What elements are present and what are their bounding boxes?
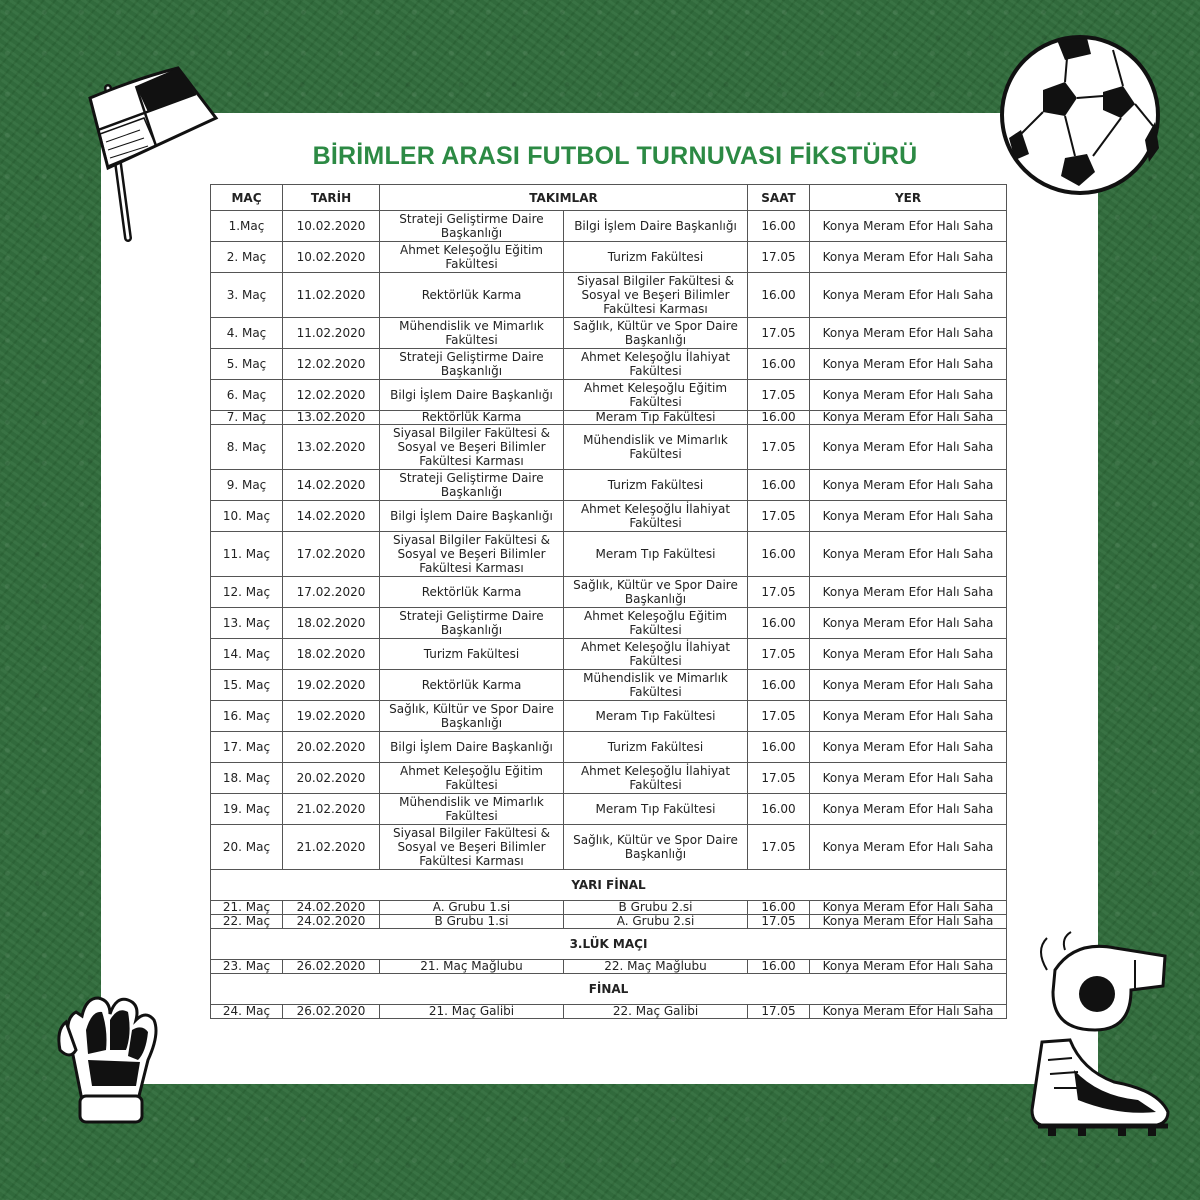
table-row (211, 501, 1007, 532)
team-home-cell: Mühendislik ve Mimarlık Fakültesi (380, 318, 564, 349)
match-number-cell: 16. Maç (211, 701, 283, 732)
team-home-cell: Bilgi İşlem Daire Başkanlığı (380, 501, 564, 532)
time-cell: 16.00 (748, 901, 810, 915)
venue-cell: Konya Meram Efor Halı Saha (810, 1005, 1007, 1019)
venue-cell: Konya Meram Efor Halı Saha (810, 825, 1007, 870)
team-away-cell: 22. Maç Galibi (564, 1005, 748, 1019)
time-cell: 16.00 (748, 349, 810, 380)
team-home-cell: 21. Maç Mağlubu (380, 960, 564, 974)
table-row (211, 701, 1007, 732)
team-home-cell: Bilgi İşlem Daire Başkanlığı (380, 380, 564, 411)
match-number-cell: 1.Maç (211, 211, 283, 242)
venue-cell: Konya Meram Efor Halı Saha (810, 670, 1007, 701)
time-cell: 17.05 (748, 915, 810, 929)
match-number-cell: 9. Maç (211, 470, 283, 501)
venue-cell: Konya Meram Efor Halı Saha (810, 701, 1007, 732)
football-boot-icon (1018, 1030, 1178, 1140)
whistle-icon (1035, 930, 1175, 1040)
venue-cell: Konya Meram Efor Halı Saha (810, 608, 1007, 639)
match-number-cell: 12. Maç (211, 577, 283, 608)
time-cell: 16.00 (748, 670, 810, 701)
date-cell: 10.02.2020 (283, 242, 380, 273)
team-away-cell: 22. Maç Mağlubu (564, 960, 748, 974)
match-number-cell: 21. Maç (211, 901, 283, 915)
match-number-cell: 3. Maç (211, 273, 283, 318)
fixture-table (210, 184, 1007, 1019)
goalkeeper-glove-icon (52, 990, 172, 1130)
date-cell: 11.02.2020 (283, 273, 380, 318)
team-home-cell: Siyasal Bilgiler Fakültesi & Sosyal ve Beşeri Bilimler Fakültesi Karması (380, 825, 564, 870)
time-cell: 17.05 (748, 701, 810, 732)
date-cell: 19.02.2020 (283, 701, 380, 732)
match-number-cell: 8. Maç (211, 425, 283, 470)
match-number-cell: 11. Maç (211, 532, 283, 577)
team-away-cell: Ahmet Keleşoğlu İlahiyat Fakültesi (564, 639, 748, 670)
venue-cell: Konya Meram Efor Halı Saha (810, 915, 1007, 929)
venue-cell: Konya Meram Efor Halı Saha (810, 411, 1007, 425)
team-home-cell: Siyasal Bilgiler Fakültesi & Sosyal ve Beşeri Bilimler Fakültesi Karması (380, 532, 564, 577)
venue-cell: Konya Meram Efor Halı Saha (810, 577, 1007, 608)
team-away-cell: Ahmet Keleşoğlu İlahiyat Fakültesi (564, 501, 748, 532)
match-number-cell: 7. Maç (211, 411, 283, 425)
time-cell: 17.05 (748, 639, 810, 670)
match-number-cell: 22. Maç (211, 915, 283, 929)
time-cell: 16.00 (748, 411, 810, 425)
date-cell: 19.02.2020 (283, 670, 380, 701)
team-away-cell: Meram Tıp Fakültesi (564, 411, 748, 425)
date-cell: 11.02.2020 (283, 318, 380, 349)
date-cell: 24.02.2020 (283, 901, 380, 915)
table-row (211, 639, 1007, 670)
match-number-cell: 23. Maç (211, 960, 283, 974)
venue-cell: Konya Meram Efor Halı Saha (810, 901, 1007, 915)
page-title: BİRİMLER ARASI FUTBOL TURNUVASI FİKSTÜRÜ (312, 142, 918, 170)
team-home-cell: Ahmet Keleşoğlu Eğitim Fakültesi (380, 242, 564, 273)
venue-cell: Konya Meram Efor Halı Saha (810, 425, 1007, 470)
venue-cell: Konya Meram Efor Halı Saha (810, 380, 1007, 411)
team-away-cell: Ahmet Keleşoğlu Eğitim Fakültesi (564, 608, 748, 639)
match-number-cell: 17. Maç (211, 732, 283, 763)
date-cell: 18.02.2020 (283, 639, 380, 670)
header-mac: MAÇ (211, 185, 283, 211)
team-home-cell: Strateji Geliştirme Daire Başkanlığı (380, 608, 564, 639)
table-row (211, 425, 1007, 470)
team-away-cell: Meram Tıp Fakültesi (564, 701, 748, 732)
date-cell: 12.02.2020 (283, 380, 380, 411)
table-row (211, 1005, 1007, 1019)
venue-cell: Konya Meram Efor Halı Saha (810, 794, 1007, 825)
team-away-cell: Meram Tıp Fakültesi (564, 532, 748, 577)
venue-cell: Konya Meram Efor Halı Saha (810, 639, 1007, 670)
team-away-cell: Sağlık, Kültür ve Spor Daire Başkanlığı (564, 825, 748, 870)
team-away-cell: Turizm Fakültesi (564, 242, 748, 273)
team-home-cell: Siyasal Bilgiler Fakültesi & Sosyal ve Beşeri Bilimler Fakültesi Karması (380, 425, 564, 470)
team-home-cell: Rektörlük Karma (380, 273, 564, 318)
team-away-cell: Meram Tıp Fakültesi (564, 794, 748, 825)
time-cell: 17.05 (748, 425, 810, 470)
team-home-cell: Strateji Geliştirme Daire Başkanlığı (380, 211, 564, 242)
time-cell: 17.05 (748, 1005, 810, 1019)
team-home-cell: Ahmet Keleşoğlu Eğitim Fakültesi (380, 763, 564, 794)
date-cell: 12.02.2020 (283, 349, 380, 380)
team-home-cell: Rektörlük Karma (380, 411, 564, 425)
header-tarih: TARİH (283, 185, 380, 211)
venue-cell: Konya Meram Efor Halı Saha (810, 470, 1007, 501)
match-number-cell: 24. Maç (211, 1005, 283, 1019)
time-cell: 16.00 (748, 470, 810, 501)
venue-cell: Konya Meram Efor Halı Saha (810, 211, 1007, 242)
team-away-cell: Ahmet Keleşoğlu İlahiyat Fakültesi (564, 349, 748, 380)
table-row (211, 608, 1007, 639)
table-row (211, 915, 1007, 929)
team-home-cell: Bilgi İşlem Daire Başkanlığı (380, 732, 564, 763)
time-cell: 17.05 (748, 318, 810, 349)
team-home-cell: Rektörlük Karma (380, 670, 564, 701)
time-cell: 17.05 (748, 763, 810, 794)
time-cell: 17.05 (748, 242, 810, 273)
table-row (211, 732, 1007, 763)
time-cell: 17.05 (748, 380, 810, 411)
date-cell: 24.02.2020 (283, 915, 380, 929)
team-home-cell: Rektörlük Karma (380, 577, 564, 608)
table-row (211, 411, 1007, 425)
team-away-cell: Sağlık, Kültür ve Spor Daire Başkanlığı (564, 577, 748, 608)
venue-cell: Konya Meram Efor Halı Saha (810, 732, 1007, 763)
soccer-ball-icon (995, 30, 1165, 200)
time-cell: 16.00 (748, 273, 810, 318)
table-row (211, 670, 1007, 701)
section-third-place: 3.LÜK MAÇI (211, 929, 1007, 960)
time-cell: 16.00 (748, 960, 810, 974)
team-home-cell: Sağlık, Kültür ve Spor Daire Başkanlığı (380, 701, 564, 732)
team-away-cell: Turizm Fakültesi (564, 470, 748, 501)
table-row (211, 960, 1007, 974)
section-row (211, 870, 1007, 901)
team-away-cell: Mühendislik ve Mimarlık Fakültesi (564, 670, 748, 701)
table-row (211, 825, 1007, 870)
date-cell: 21.02.2020 (283, 825, 380, 870)
match-number-cell: 13. Maç (211, 608, 283, 639)
team-home-cell: B Grubu 1.si (380, 915, 564, 929)
date-cell: 20.02.2020 (283, 732, 380, 763)
section-row (211, 974, 1007, 1005)
team-home-cell: Strateji Geliştirme Daire Başkanlığı (380, 349, 564, 380)
time-cell: 16.00 (748, 608, 810, 639)
header-yer: YER (810, 185, 1007, 211)
table-row (211, 532, 1007, 577)
header-takimlar: TAKIMLAR (380, 185, 748, 211)
time-cell: 17.05 (748, 577, 810, 608)
match-number-cell: 15. Maç (211, 670, 283, 701)
date-cell: 20.02.2020 (283, 763, 380, 794)
venue-cell: Konya Meram Efor Halı Saha (810, 318, 1007, 349)
date-cell: 18.02.2020 (283, 608, 380, 639)
team-away-cell: Mühendislik ve Mimarlık Fakültesi (564, 425, 748, 470)
time-cell: 17.05 (748, 501, 810, 532)
table-row (211, 318, 1007, 349)
venue-cell: Konya Meram Efor Halı Saha (810, 273, 1007, 318)
team-away-cell: Siyasal Bilgiler Fakültesi & Sosyal ve Beşeri Bilimler Fakültesi Karması (564, 273, 748, 318)
time-cell: 16.00 (748, 794, 810, 825)
date-cell: 26.02.2020 (283, 1005, 380, 1019)
header-saat: SAAT (748, 185, 810, 211)
time-cell: 16.00 (748, 211, 810, 242)
venue-cell: Konya Meram Efor Halı Saha (810, 960, 1007, 974)
venue-cell: Konya Meram Efor Halı Saha (810, 532, 1007, 577)
match-number-cell: 20. Maç (211, 825, 283, 870)
match-number-cell: 10. Maç (211, 501, 283, 532)
table-row (211, 380, 1007, 411)
team-away-cell: B Grubu 2.si (564, 901, 748, 915)
table-row (211, 242, 1007, 273)
team-away-cell: Ahmet Keleşoğlu Eğitim Fakültesi (564, 380, 748, 411)
table-row (211, 470, 1007, 501)
match-number-cell: 2. Maç (211, 242, 283, 273)
match-number-cell: 14. Maç (211, 639, 283, 670)
table-row (211, 794, 1007, 825)
team-away-cell: A. Grubu 2.si (564, 915, 748, 929)
table-row (211, 763, 1007, 794)
section-row (211, 929, 1007, 960)
venue-cell: Konya Meram Efor Halı Saha (810, 349, 1007, 380)
table-row (211, 577, 1007, 608)
table-row (211, 273, 1007, 318)
date-cell: 14.02.2020 (283, 470, 380, 501)
team-away-cell: Ahmet Keleşoğlu İlahiyat Fakültesi (564, 763, 748, 794)
time-cell: 16.00 (748, 532, 810, 577)
team-home-cell: A. Grubu 1.si (380, 901, 564, 915)
match-number-cell: 19. Maç (211, 794, 283, 825)
date-cell: 17.02.2020 (283, 532, 380, 577)
date-cell: 17.02.2020 (283, 577, 380, 608)
venue-cell: Konya Meram Efor Halı Saha (810, 763, 1007, 794)
date-cell: 13.02.2020 (283, 425, 380, 470)
corner-flag-icon (78, 58, 228, 248)
time-cell: 16.00 (748, 732, 810, 763)
match-number-cell: 5. Maç (211, 349, 283, 380)
date-cell: 21.02.2020 (283, 794, 380, 825)
venue-cell: Konya Meram Efor Halı Saha (810, 242, 1007, 273)
team-home-cell: 21. Maç Galibi (380, 1005, 564, 1019)
team-away-cell: Turizm Fakültesi (564, 732, 748, 763)
date-cell: 26.02.2020 (283, 960, 380, 974)
match-number-cell: 4. Maç (211, 318, 283, 349)
team-away-cell: Bilgi İşlem Daire Başkanlığı (564, 211, 748, 242)
time-cell: 17.05 (748, 825, 810, 870)
section-final: FİNAL (211, 974, 1007, 1005)
table-row (211, 349, 1007, 380)
table-row (211, 901, 1007, 915)
date-cell: 10.02.2020 (283, 211, 380, 242)
team-home-cell: Mühendislik ve Mimarlık Fakültesi (380, 794, 564, 825)
date-cell: 13.02.2020 (283, 411, 380, 425)
match-number-cell: 18. Maç (211, 763, 283, 794)
team-home-cell: Strateji Geliştirme Daire Başkanlığı (380, 470, 564, 501)
table-row (211, 211, 1007, 242)
venue-cell: Konya Meram Efor Halı Saha (810, 501, 1007, 532)
match-number-cell: 6. Maç (211, 380, 283, 411)
section-semi-final: YARI FİNAL (211, 870, 1007, 901)
table-header-row (211, 185, 1007, 211)
team-away-cell: Sağlık, Kültür ve Spor Daire Başkanlığı (564, 318, 748, 349)
date-cell: 14.02.2020 (283, 501, 380, 532)
team-home-cell: Turizm Fakültesi (380, 639, 564, 670)
